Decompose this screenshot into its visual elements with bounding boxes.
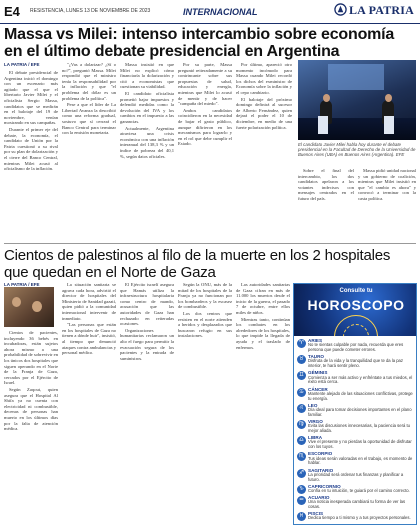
gaza-photo (4, 287, 54, 327)
debate-photo (298, 60, 416, 140)
aries-icon: ♈ (297, 339, 306, 348)
paragraph: El debate presidencial de Argentina inició el domingo con un escenario más agitado que el que el libertario Javier Milei y el oficialista Sergio Massa, candidatos que se medirán en el balotaje del 19 de noviembre, venían mostrando en sus campañas. (4, 70, 58, 126)
dateline: RESISTENCIA, LUNES 13 DE NOVIEMBRE DE 2023 (30, 8, 151, 14)
story2-column-4 (178, 282, 232, 524)
paragraph: Massa pidió unidad nacional y un gobierno de coalición, mientras que Milei insistió en que "el cambio es ahora" y convocó a terminar con la casta política. (358, 168, 416, 201)
story2-column-1 (4, 330, 58, 524)
story2-headline: Cientos de palestinos al filo de la muerte en los 2 hospitales que quedan en el Norte de Gaza (4, 247, 391, 281)
paragraph: Massa insistió en que Milei no explicó cómo financiaría la dolarización y citó a economistas que cuestionan su viabilidad. (120, 62, 174, 90)
sign-text: La prioridad será ordenar tus finanzas y planificar a futuro. (308, 471, 404, 482)
horoscope-subtitle: Consulte tu (339, 288, 373, 294)
taurus-icon: ♉ (297, 355, 306, 364)
paragraph: La situación sanitaria se agrava cada hora, advirtió el director de hospitales del Ministerio de Sanidad gazatí, quien pidió a la comunidad internacional intervenir de inmediato. (62, 282, 116, 321)
story1-column-6 (298, 168, 354, 242)
sign-name: VIRGO (308, 418, 323, 424)
story-divider (4, 243, 416, 244)
horoscope-box (293, 283, 417, 525)
sign-virgo (297, 419, 415, 434)
sign-text: Día ideal para tomar decisiones importantes en el plano familiar. (308, 406, 412, 417)
paragraph: Por su parte, Massa preguntó reiteradamente a su contrincante sobre sus propuestas de salud, educación y energía, mientras que Milei lo acusó de mentir y de hacer "campaña del miedo". (178, 62, 232, 107)
sign-text: Una noticia inesperada cambiará tu forma de ver las cosas. (308, 499, 406, 510)
story2-credit: LA PATRIA / EFE (4, 282, 40, 287)
scorpio-icon: ♏ (297, 452, 306, 461)
sign-text: Confía en tu intuición, te guiará por el camino correcto. (308, 487, 410, 493)
sign-name: SAGITARIO (308, 467, 334, 473)
virgo-icon: ♍ (297, 420, 306, 429)
candidate-head-right (385, 94, 392, 102)
story2-column-3 (120, 282, 174, 524)
paragraph: Actualmente, Argentina atraviesa una crisis económica con una inflación interanual del 138,3 % y un índice de pobreza del 40,1 %, según datos oficiales. (120, 125, 174, 159)
paragraph: Las autoridades sanitarias de Gaza cifran en más de 11.000 los muertos desde el inicio de la guerra, el pasado 7 de octubre, entre ellos miles de niños. (236, 282, 290, 315)
paragraph: El balotaje del próximo domingo definirá al sucesor de Alberto Fernández, quien dejará el poder el 10 de diciembre, en medio de una fuerte polarización política. (236, 96, 292, 130)
sign-text: Evita las discusiones innecesarias, la paciencia será tu mejor aliada. (308, 423, 410, 433)
leo-icon: ♌ (297, 404, 306, 413)
podium-right (384, 116, 394, 134)
sign-text: Mantente alejado de las situaciones conflictivas, protege tu energía. (308, 390, 413, 401)
sign-name: CÁNCER (308, 386, 328, 392)
person-shape (12, 297, 21, 307)
sign-name: TAURO (308, 354, 324, 360)
paragraph: "¿Vas a dolarizar? ¿Sí o no?", preguntó Massa. Milei respondió que el ministro tenía la responsabilidad por la inflación y que "el problema del dólar es un problema de la política". (62, 62, 116, 101)
sign-name: ARIES (308, 338, 323, 343)
horoscope-list (297, 338, 415, 523)
zodiac-wheel-icon (334, 315, 378, 336)
sign-text: Vive el presente y no pierdas la oportunidad de disfrutar con los tuyos. (308, 439, 412, 450)
story1-headline: Massa vs Milei: intenso intercambio sobre economía en el último debate presidencial en Argentina (4, 26, 395, 60)
paragraph: Según Zaqout, quien asegura que el Hospital Al Shifa ya no cuenta con electricidad ni combustible, decenas de personas han muerto en los últimos días por la falta de atención médica. (4, 386, 58, 432)
sign-pisces (297, 511, 415, 521)
sign-name: GÉMINIS (308, 370, 328, 376)
story2-column-2 (62, 282, 116, 524)
sign-text: No te sientas culpable por nada, recuerda que eres persona que puede cometer errores. (308, 342, 404, 352)
paragraph: Cientos de pacientes, incluyendo 36 bebés en incubadoras, están sujetos ahora mismo a una probabilidad de sobrevivir en los únicos dos hospitales que siguen operando en el Norte de la Franja de Gaza, cercados por el Ejército de Israel. (4, 330, 58, 386)
person-shape (32, 301, 42, 312)
story1-column-5 (236, 62, 292, 242)
sign-name: ESCORPIO (308, 451, 333, 457)
pisces-icon: ♓ (297, 512, 306, 521)
logo-emblem-icon (334, 3, 347, 16)
story1-column-2 (62, 62, 116, 242)
sign-text: Tus ideas serán valoradas en el trabajo, es momento de hablar. (308, 455, 413, 466)
sign-aries (297, 338, 415, 353)
story1-column-7 (358, 168, 416, 242)
horoscope-title: HOROSCOPO (307, 297, 405, 313)
sign-libra (297, 435, 415, 450)
sign-aquarius (297, 495, 415, 510)
section-title: INTERNACIONAL (183, 7, 258, 17)
sign-sagittarius (297, 468, 415, 483)
sign-capricorn (297, 484, 415, 494)
horoscope-header (294, 284, 417, 336)
sign-text: Comienza a ser más activo y enfréntate a tus miedos, el éxito está cerca. (308, 374, 413, 385)
libra-icon: ♎ (297, 436, 306, 445)
logo-text: LA PATRIA (348, 3, 414, 17)
cancer-icon: ♋ (297, 388, 306, 397)
sign-scorpio (297, 451, 415, 466)
stage-screen (328, 64, 384, 90)
sagittarius-icon: ♐ (297, 469, 306, 478)
gemini-icon: ♊ (297, 371, 306, 380)
sign-name: PISCIS (308, 511, 324, 517)
sign-text: Disfruta de la vida y la tranquilidad que te da la paz interior, te hará sentir pleno. (308, 358, 403, 369)
paragraph: Ambos candidatos coincidieron en la necesidad de bajar el gasto público, aunque difirieron en los mecanismos para lograrlo y en el rol que debe cumplir el Estado. (178, 107, 232, 147)
sign-leo (297, 403, 415, 418)
paragraph: Mientras tanto, continúan los combates en los alrededores de los hospitales, lo que impide la llegada de ayuda y el traslado de enfermos. (236, 316, 290, 350)
story1-column-3 (120, 62, 174, 242)
sign-taurus (297, 354, 415, 369)
paragraph: Organizaciones humanitarias reclamaron un alto el fuego para permitir la evacuación segura de los pacientes y la entrada de suministros. (120, 327, 174, 361)
paragraph: Por último, apareció otro momento incómodo para Massa cuando Milei recordó los dichos del exministro de Economía sobre la inflación y el cepo cambiario. (236, 62, 292, 95)
sign-name: LEO (308, 402, 318, 408)
story2-column-5 (236, 282, 290, 524)
page-number: E4 (4, 4, 20, 19)
paragraph: "Las personas que están en los hospitales de Gaza no tienen a dónde huir", insistió, al tiempo que denunció ataques contra ambulancias y personal médico. (62, 322, 116, 356)
podium-left (318, 116, 328, 134)
sign-name: ACUARIO (308, 495, 330, 501)
newspaper-logo (334, 3, 414, 18)
aquarius-icon: ♒ (297, 496, 306, 505)
stage-floor (298, 118, 416, 140)
paragraph: Pese a que el líder de La Libertad Avanza la describió como una reforma gradual, sostuvo que sí cerrará el Banco Central para terminar con la emisión monetaria. (62, 102, 116, 136)
sign-text: Dedica tiempo a ti mismo y a tus proyectos personales. (308, 515, 411, 521)
story1-column-4 (178, 62, 232, 242)
paragraph: Los dos centros que resisten en el norte atienden a heridos y desplazados que buscaron refugio en sus instalaciones. (178, 310, 232, 339)
capricorn-icon: ♑ (297, 485, 306, 494)
paragraph: Durante el primer eje del debate, la economía, el candidato de Unión por la Patria cuestionó a su rival por su plan de dolarización y el cierre del Banco Central, mientras Milei acusó al oficialismo de la inflación. (4, 126, 58, 172)
page-header (0, 0, 420, 24)
paragraph: Sobre el final del intercambio, los dos candidatos apelaron a los votantes indecisos con mensajes centrados en el futuro del país. (298, 168, 354, 201)
sign-name: LIBRA (308, 435, 323, 441)
photo-caption: El candidato Javier Milei habla hoy durante el debate presidencial en la Facultad de Derecho de la Universidad de Buenos Aires (UBA) en Buenos Aires (Argentina). EFE (298, 142, 416, 158)
sign-name: CAPRICORNIO (308, 483, 341, 489)
candidate-head-left (323, 94, 330, 102)
sign-gemini (297, 370, 415, 385)
paragraph: Según la ONU, más de la mitad de los hospitales de la Franja ya no funcionan por los bombardeos y la escasez de combustible. (178, 282, 232, 310)
story1-credit: LA PATRIA / EFE (4, 62, 40, 67)
sign-cancer (297, 387, 415, 402)
paragraph: El Ejército israelí asegura que Hamás utiliza la infraestructura hospitalaria como centro de mando, acusación que las autoridades de Gaza han rechazado en reiteradas ocasiones. (120, 282, 174, 327)
story1-column-1 (4, 70, 58, 242)
paragraph: El candidato oficialista prometió bajar impuestos y defendió medidas como la devolución del IVA y los cambios en el impuesto a las ganancias. (120, 90, 174, 124)
